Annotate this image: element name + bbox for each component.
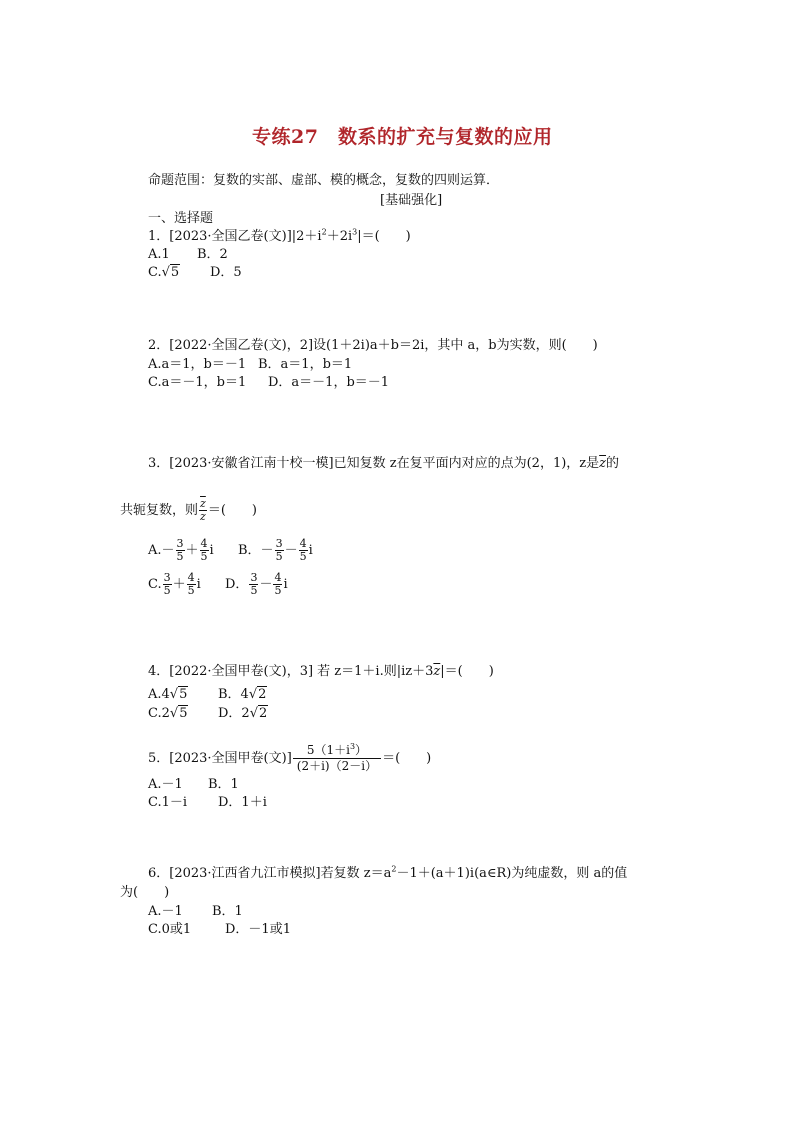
question-5-option-d: D．1＋i <box>218 795 267 810</box>
question-2-option-d: D．a＝－1，b＝－1 <box>268 375 390 390</box>
question-6-option-d: D．－1或1 <box>225 922 291 937</box>
question-2-option-a: A.a＝1，b＝－1 <box>148 357 247 372</box>
question-3-option-c: C. $\frac{3}{5}$ ＋ $\frac{4}{5}$ i <box>148 571 201 597</box>
question-4-option-d: D．2√2 <box>218 706 268 721</box>
page-title: 专练27 数系的扩充与复数的应用 <box>252 126 553 148</box>
scope-text: 命题范围：复数的实部、虚部、模的概念，复数的四则运算． <box>148 173 500 188</box>
question-4-option-a: A.4√5 <box>148 687 188 702</box>
question-5-option-b: B．1 <box>208 777 239 792</box>
question-5-option-c: C.1－i <box>148 795 188 810</box>
question-3-option-a: A.－ $\frac{3}{5}$ ＋ $\frac{4}{5}$ i <box>148 537 214 563</box>
question-6-option-a: A.－1 <box>148 904 183 919</box>
question-6-stem-line1: 6．[2023·江西省九江市模拟]若复数 $z=a^2-1+(a+1)i(a\in R)$为纯虚数，则 a的值 <box>148 864 628 881</box>
question-6-option-b: B．1 <box>212 904 243 919</box>
section-tag: [基础强化] <box>380 193 443 208</box>
question-4-option-b: B．4√2 <box>218 687 267 702</box>
question-5-option-a: A.－1 <box>148 777 183 792</box>
question-1-option-d: D．5 <box>210 265 242 280</box>
part-heading: 一、选择题 <box>148 211 214 226</box>
question-3-option-d: D． $\frac{3}{5}$ － $\frac{4}{5}$ i <box>225 571 288 597</box>
question-5-stem: 5．[2023·全国甲卷(文)] $\frac{5(1+i^3)}{(2+i)(2-i)}$ ＝( ) <box>148 742 432 773</box>
question-6-stem-line2: 为( ) <box>120 885 170 900</box>
question-2-option-c: C.a＝－1，b＝1 <box>148 375 247 390</box>
question-1-option-a: A.1 <box>148 247 170 262</box>
question-2-stem: 2．[2022·全国乙卷(文)，2]设(1＋2i)a＋b＝2i，其中 a，b为实数，则( ) <box>148 338 598 353</box>
question-1-stem: 1．[2023·全国乙卷(文)]$|2+i^2+2i^3|=$( ) <box>148 227 411 244</box>
question-1-option-c: C.√5 <box>148 265 180 280</box>
question-3-stem-line2: 共轭复数，则 $\frac{\overline{z}}{z}$ ＝( ) <box>120 497 257 523</box>
question-6-option-c: C.0或1 <box>148 922 192 937</box>
question-4-stem: 4．[2022·全国甲卷(文)，3] 若 z＝1＋i.则$|iz+3\overline{z}|=$( ) <box>148 664 494 679</box>
question-3-option-b: B．－ $\frac{3}{5}$ － $\frac{4}{5}$ i <box>238 537 313 563</box>
question-3-stem-line1: 3．[2023·安徽省江南十校一模]已知复数 z在复平面内对应的点为(2，1)，z是$\overline{z}$的 <box>148 456 620 471</box>
question-2-option-b: B．a＝1，b＝1 <box>258 357 353 372</box>
question-1-option-b: B．2 <box>197 247 228 262</box>
question-4-option-c: C.2√5 <box>148 706 188 721</box>
